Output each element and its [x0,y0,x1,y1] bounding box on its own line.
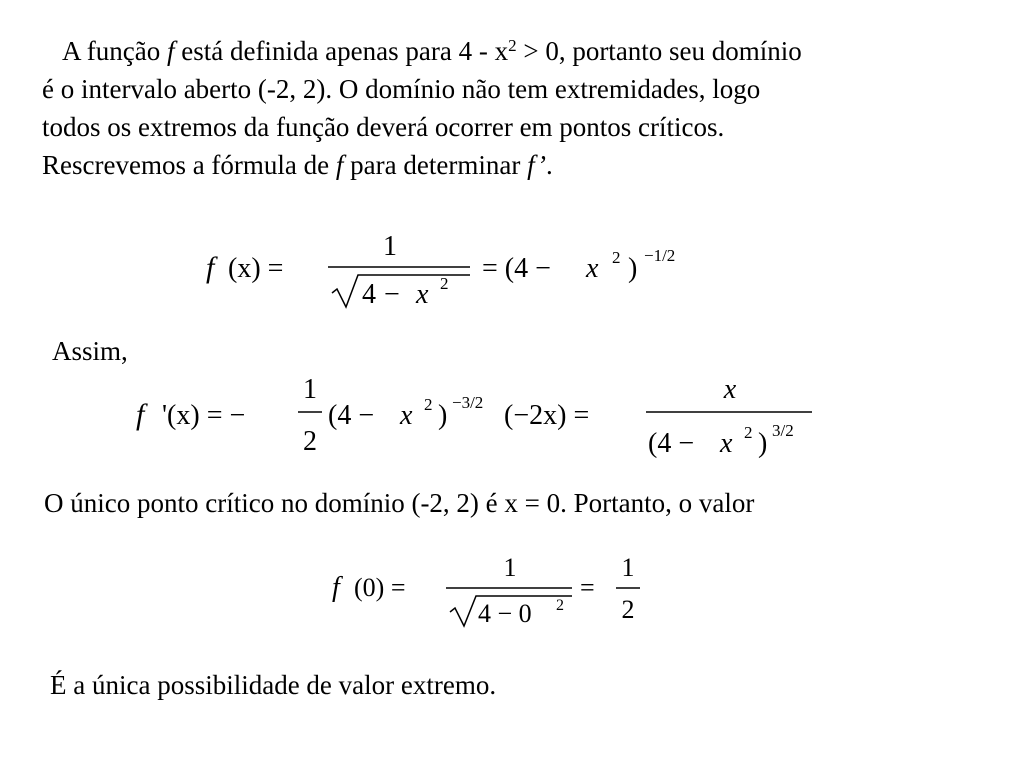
assim-label: Assim, [52,336,128,366]
eq3-half-den: 2 [621,595,635,624]
eq2-rden-exp: 3/2 [772,421,794,440]
eq2-close: ) [438,400,448,431]
eq1-rad-4: 4 [362,279,376,310]
eq1-rhs-exp: −1/2 [644,246,676,265]
equation-f-definition [200,225,720,315]
intro-line-4 [42,146,1012,184]
eq3-arg: (0) = [354,573,406,602]
eq1-rhs-x: x [586,253,599,284]
eq1-rhs-close: ) [628,253,638,284]
eq3-rad-exp: 2 [556,597,564,614]
eq2-mid: (−2x) = [504,400,590,431]
intro-paragraph [42,32,1012,184]
eq1-rad-x: x [416,279,429,310]
eq2-x: x [400,400,413,431]
eq2-paren: (4 − [328,400,375,431]
function-symbol: f [335,150,344,180]
eq1-radical-sign [332,275,470,307]
eq3-eq: = [580,573,595,602]
eq2-exp: −3/2 [452,393,484,412]
intro-line-3: todos os extremos da função deverá ocorrer em pontos críticos. [42,112,725,142]
eq3-numerator: 1 [503,553,517,582]
eq2-half-num: 1 [303,374,317,405]
intro-text: A função [62,36,167,66]
eq3-rad: 4 − 0 [478,599,532,628]
eq2-arg: '(x) = − [162,400,246,431]
function-symbol: f [166,36,175,66]
eq2-f: f [136,398,145,431]
equation-derivative [132,374,832,464]
intro-text: para determinar [343,150,528,180]
equation-f-zero [328,550,668,640]
eq1-f: f [206,251,215,284]
conclusion-text: É a única possibilidade de valor extremo. [50,670,497,700]
eq3-half-num: 1 [621,553,635,582]
exponent: 2 [508,36,517,55]
eq1-numerator: 1 [383,231,397,262]
eq1-arg: (x) = [228,253,284,284]
intro-line-1 [42,32,1012,70]
critical-point-text: O único ponto crítico no domínio (-2, 2) é x = 0. Portanto, o valor [44,488,755,518]
eq1-rad-exp: 2 [440,274,449,293]
eq2-rden-open: (4 − [648,428,695,459]
intro-text: está definida apenas para 4 - x [174,36,509,66]
eq1-rad-minus: − [384,279,400,310]
eq2-sq: 2 [424,395,433,414]
eq2-rden-x: x [720,428,733,459]
intro-text: . [546,150,553,180]
intro-text: Rescrevemos a fórmula de [42,150,336,180]
eq2-rden-close: ) [758,428,768,459]
eq1-rhs: = (4 − [482,253,551,284]
eq2-rden-sq: 2 [744,423,753,442]
derivative-symbol: f’ [527,150,547,180]
eq3-f: f [332,572,340,603]
eq2-rnum: x [723,374,737,405]
eq2-half-den: 2 [303,426,317,457]
eq1-rhs-sq: 2 [612,248,621,267]
intro-line-2: é o intervalo aberto (-2, 2). O domínio não tem extremidades, logo [42,74,761,104]
intro-text: > 0, portanto seu domínio [516,36,802,66]
